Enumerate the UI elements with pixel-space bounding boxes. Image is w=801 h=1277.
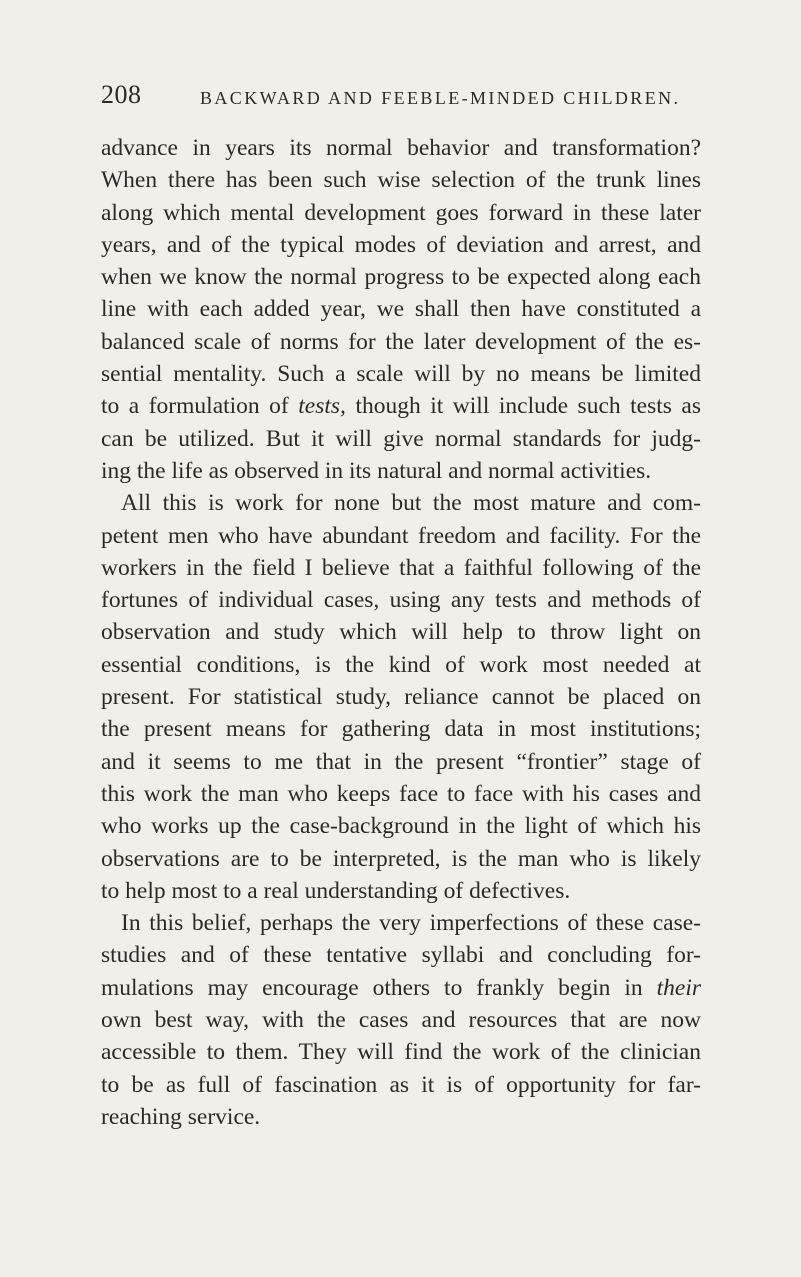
text-line	[101, 681, 701, 713]
text-segment: own best way, with the cases and resources that are now	[101, 1007, 701, 1034]
text-segment: this work the man who keeps face to face with his cases and	[101, 780, 701, 807]
text-line	[101, 1004, 701, 1036]
text-line	[101, 778, 701, 810]
page-number: 208	[101, 80, 142, 109]
text-segment: petent men who have abundant freedom and facility. For the	[101, 522, 701, 549]
text-line	[101, 972, 701, 1004]
text-line	[101, 713, 701, 745]
text-segment: All this is work for none but the most mature and com-	[121, 490, 701, 517]
text-segment: and it seems to me that in the present “frontier” stage of	[101, 748, 701, 775]
text-line	[101, 649, 701, 681]
text-segment: though it will include such tests as	[345, 393, 702, 420]
body-text	[101, 132, 701, 1133]
text-line	[101, 358, 701, 390]
text-segment: ing the life as observed in its natural and normal activities.	[101, 457, 652, 484]
text-line	[101, 1101, 701, 1133]
text-line	[101, 875, 701, 907]
text-line	[101, 1036, 701, 1068]
text-segment: when we know the normal progress to be expected along each	[101, 264, 701, 291]
text-segment: workers in the field I believe that a faithful following of the	[101, 554, 701, 581]
text-segment: along which mental development goes forward in these later	[101, 199, 701, 226]
text-segment: who works up the case-background in the light of which his	[101, 813, 701, 840]
text-line	[101, 390, 701, 422]
text-segment: balanced scale of norms for the later development of the es-	[101, 328, 701, 355]
text-segment: sential mentality. Such a scale will by no means be limited	[101, 361, 701, 388]
text-line	[101, 261, 701, 293]
text-line	[101, 197, 701, 229]
text-segment: When there has been such wise selection of the trunk lines	[101, 167, 701, 194]
text-segment: observations are to be interpreted, is the man who is likely	[101, 845, 701, 872]
text-line	[101, 455, 701, 487]
text-segment: In this belief, perhaps the very imperfections of these case-	[121, 910, 701, 937]
text-line	[101, 810, 701, 842]
text-line	[101, 229, 701, 261]
text-segment: present. For statistical study, reliance cannot be placed on	[101, 684, 701, 711]
text-segment: mulations may encourage others to frankly begin in	[101, 974, 657, 1001]
text-segment: advance in years its normal behavior and transformation?	[101, 135, 701, 161]
text-segment: the present means for gathering data in most institutions;	[101, 716, 701, 743]
text-line	[101, 584, 701, 616]
text-line	[101, 132, 701, 164]
text-segment: observation and study which will help to throw light on	[101, 619, 701, 646]
italic-segment: their	[656, 974, 701, 1001]
text-segment: years, and of the typical modes of deviation and arrest, and	[101, 231, 701, 258]
text-line	[101, 746, 701, 778]
text-segment: can be utilized. But it will give normal standards for judg-	[101, 425, 701, 452]
text-line	[101, 843, 701, 875]
text-segment: to be as full of fascination as it is of opportunity for far-	[101, 1071, 701, 1098]
text-line	[101, 907, 701, 939]
page-header	[101, 80, 701, 120]
text-line	[101, 164, 701, 196]
text-segment: to a formulation of	[101, 393, 299, 420]
text-line	[101, 423, 701, 455]
text-segment: fortunes of individual cases, using any tests and methods of	[101, 587, 701, 614]
text-segment: reaching service.	[101, 1103, 261, 1130]
text-line	[101, 939, 701, 971]
text-line	[101, 487, 701, 519]
text-line	[101, 616, 701, 648]
text-segment: to help most to a real understanding of defectives.	[101, 877, 571, 904]
text-line	[101, 552, 701, 584]
text-segment: accessible to them. They will find the work of the clinician	[101, 1039, 701, 1066]
text-segment: essential conditions, is the kind of work most needed at	[101, 651, 701, 678]
text-line	[101, 1069, 701, 1101]
text-segment: studies and of these tentative syllabi and concluding for-	[101, 942, 701, 969]
text-line	[101, 293, 701, 325]
text-line	[101, 520, 701, 552]
text-line	[101, 326, 701, 358]
running-head: BACKWARD AND FEEBLE-MINDED CHILDREN.	[200, 88, 681, 108]
italic-segment: tests,	[298, 393, 346, 420]
text-segment: line with each added year, we shall then have constituted a	[101, 296, 701, 323]
